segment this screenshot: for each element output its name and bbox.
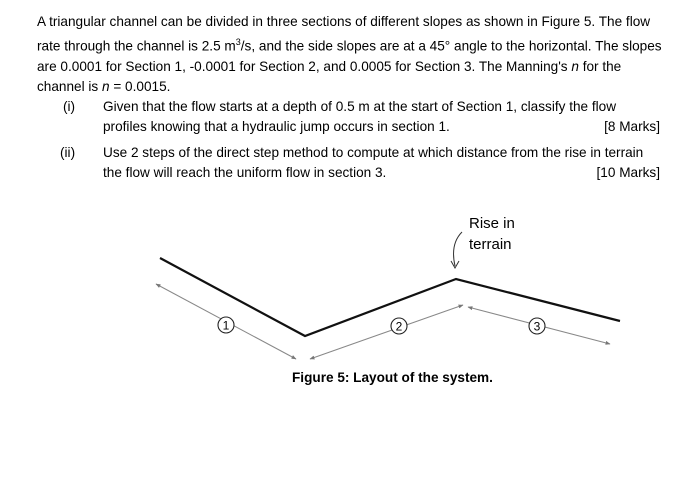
item-1-marks: [8 Marks] (604, 119, 660, 134)
item-2-marks: [10 Marks] (596, 165, 660, 180)
item-1-line-1: Given that the flow starts at a depth of 0.5 m at the start of Section 1, classify the flow (103, 99, 617, 114)
rise-pointer-arrow (454, 232, 462, 266)
section-3-marker (529, 318, 545, 334)
item-2-line-1: Use 2 steps of the direct step method to compute at which distance from the rise in terrain (103, 145, 644, 160)
section-2-marker (391, 318, 407, 334)
item-2-number: (ii) (60, 145, 76, 160)
section-2-length-arrow (310, 305, 463, 359)
svg-text:1: 1 (222, 318, 230, 333)
rise-label-line-2: terrain (469, 236, 512, 253)
item-2-line-2: the flow will reach the uniform flow in section 3. (103, 165, 387, 180)
svg-text:3: 3 (533, 319, 541, 334)
item-1-number: (i) (63, 99, 76, 114)
section-1-marker (218, 317, 234, 333)
rise-label-line-1: Rise in (469, 215, 515, 232)
problem-statement: A triangular channel can be divided in three sections of different slopes as shown in Figure 5. The flow rate through the channel is 2.5 $m^3/s$, and the side slopes are at a 45° angle to the horizontal. The slopes are 0.0001 for Section 1, -0.0001 for Section 2, and 0.0005 for Section 3. The Manning's n for the channel is n = 0.0015. (37, 14, 662, 94)
svg-text:2: 2 (395, 319, 403, 334)
item-1-line-2: profiles knowing that a hydraulic jump occurs in section 1. (103, 119, 450, 134)
figure-caption: Figure 5: Layout of the system. (292, 370, 493, 385)
